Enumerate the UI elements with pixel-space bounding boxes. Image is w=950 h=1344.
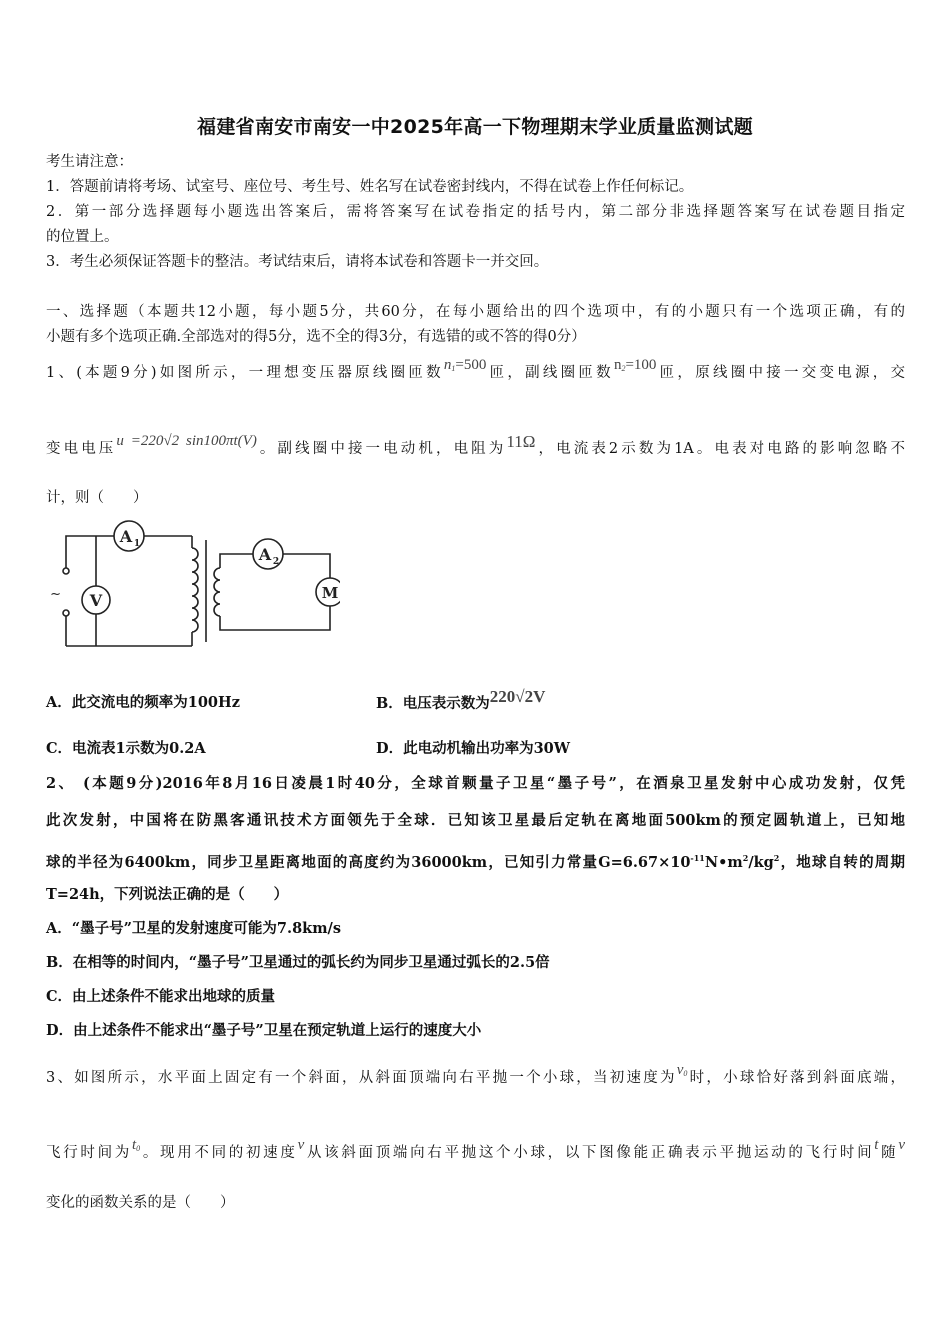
q2-option-c: C．由上述条件不能求出地球的质量 xyxy=(46,988,276,1005)
primary-coil xyxy=(192,548,198,632)
notice-item-2: 2．第一部分选择题每小题选出答案后，需将答案写在试卷指定的括号内，第二部分非选择题答案写在试卷题目指定 xyxy=(46,204,905,220)
notice-heading: 考生请注意： xyxy=(46,154,133,170)
q1-voltage-formula: u =220√2 sin100πt(V) xyxy=(116,433,257,449)
notice-item-1: 1．答题前请将考场、试室号、座位号、考生号、姓名写在试卷密封线内，不得在试卷上作任何标记。 xyxy=(46,179,694,195)
q1-text-f: ，电流表2示数为1A。电表对电路的影响忽略不 xyxy=(535,441,906,457)
q3-v-symbol: v xyxy=(297,1137,305,1153)
q3-t-symbol: t xyxy=(874,1137,879,1153)
q1-option-a: A．此交流电的频率为100Hz xyxy=(46,694,240,711)
q3-line-3: 变化的函数关系的是（ ） xyxy=(46,1195,235,1211)
ammeter-2-sub: 2 xyxy=(272,557,280,567)
q1-line-3: 计，则（ ） xyxy=(46,490,148,506)
motor-label: M xyxy=(321,584,339,602)
q2-option-a: A．“墨子号”卫星的发射速度可能为7.8km/s xyxy=(46,920,342,937)
ac-source-symbol: ~ xyxy=(50,587,61,602)
q1-line-2 xyxy=(46,432,906,459)
q1-text-b: 匝，副线圈匝数 xyxy=(486,365,614,381)
wire-secondary-top-left xyxy=(220,554,253,568)
q1-option-b-formula: 220√2V xyxy=(489,687,546,706)
q1-text-c: 匝，原线圈中接一交变电源，交 xyxy=(656,365,906,381)
q2-line-1: 2、 (本题9分)2016年8月16日凌晨1时40分，全球首颗量子卫星“墨子号”，在酒泉卫星发射中心成功发射，仅凭 xyxy=(46,775,905,792)
notice-item-3: 3．考生必须保证答题卡的整洁。考试结束后，请将本试卷和答题卡一并交回。 xyxy=(46,254,549,270)
ammeter-1-sub: 1 xyxy=(133,539,141,549)
q2-option-d: D．由上述条件不能求出“墨子号”卫星在预定轨道上运行的速度大小 xyxy=(46,1022,482,1039)
terminal-top-icon xyxy=(63,568,69,574)
notice-item-2-cont: 的位置上。 xyxy=(46,229,119,245)
q2-line-3: 球的半径为6400km，同步卫星距离地面的高度约为36000km，已知引力常量$G=6.67\times 10^{-11}N•m^2/kg^2$，地球自转的周期 xyxy=(46,853,905,871)
q3-t0-formula: $t_0$ xyxy=(131,1137,141,1153)
secondary-coil xyxy=(214,568,220,616)
section-heading: 一、选择题（本题共12小题，每小题5分，共60分，在每小题给出的四个选项中，有的小题只有一个选项正确，有的 xyxy=(46,304,905,320)
wire-primary-top-left xyxy=(66,536,114,568)
q2-line-2: 此次发射，中国将在防黑客通讯技术方面领先于全球．已知该卫星最后定轨在离地面500km的预定圆轨道上，已知地 xyxy=(46,812,905,829)
q1-option-d: D．此电动机输出功率为30W xyxy=(376,740,571,757)
q1-resistance-formula: 11Ω xyxy=(506,432,536,451)
page-title: 福建省南安市南安一中2025年高一下物理期末学业质量监测试题 xyxy=(197,116,753,138)
q3-line-1: 3、如图所示，水平面上固定有一个斜面，从斜面顶端向右平抛一个小球，当初速度为$v_0$时，小球恰好落到斜面底端， xyxy=(46,1062,905,1086)
q1-option-b: B．电压表示数为220√2V xyxy=(376,687,546,712)
q1-line-1 xyxy=(46,357,906,387)
q3-line-2: 飞行时间为$t_0$。现用不同的初速度v从该斜面顶端向右平抛这个小球，以下图像能正确表示平抛运动的飞行时间t随v xyxy=(46,1137,906,1161)
q3-v-symbol-2: v xyxy=(898,1137,906,1153)
q1-text-a: 1、(本题9分)如图所示，一理想变压器原线圈匝数 xyxy=(46,365,444,381)
q1-text-d: 变电电压 xyxy=(46,441,117,457)
q1-n2-formula: $n_2=100$ xyxy=(613,357,657,373)
ammeter-2-label: A xyxy=(258,545,272,564)
transformer-circuit-diagram xyxy=(50,518,340,648)
wire-secondary-bottom xyxy=(220,606,330,630)
voltmeter-label: V xyxy=(89,591,103,610)
q3-v0-formula: $v_0$ xyxy=(676,1062,688,1078)
q2-line-4: T=24h，下列说法正确的是（ ） xyxy=(46,886,289,903)
q1-n1-formula: $n_1=500$ xyxy=(443,357,487,373)
section-heading-cont: 小题有多个选项正确.全部选对的得5分，选不全的得3分，有选错的或不答的得0分） xyxy=(46,329,586,345)
wire-secondary-top-right xyxy=(283,554,330,578)
terminal-bottom-icon xyxy=(63,610,69,616)
ammeter-1-label: A xyxy=(119,527,133,546)
q1-text-e: 。副线圈中接一电动机，电阻为 xyxy=(256,441,507,457)
q2-option-b: B．在相等的时间内，“墨子号”卫星通过的弧长约为同步卫星通过弧长的2.5倍 xyxy=(46,954,550,971)
q1-option-c: C．电流表1示数为0.2A xyxy=(46,740,206,757)
